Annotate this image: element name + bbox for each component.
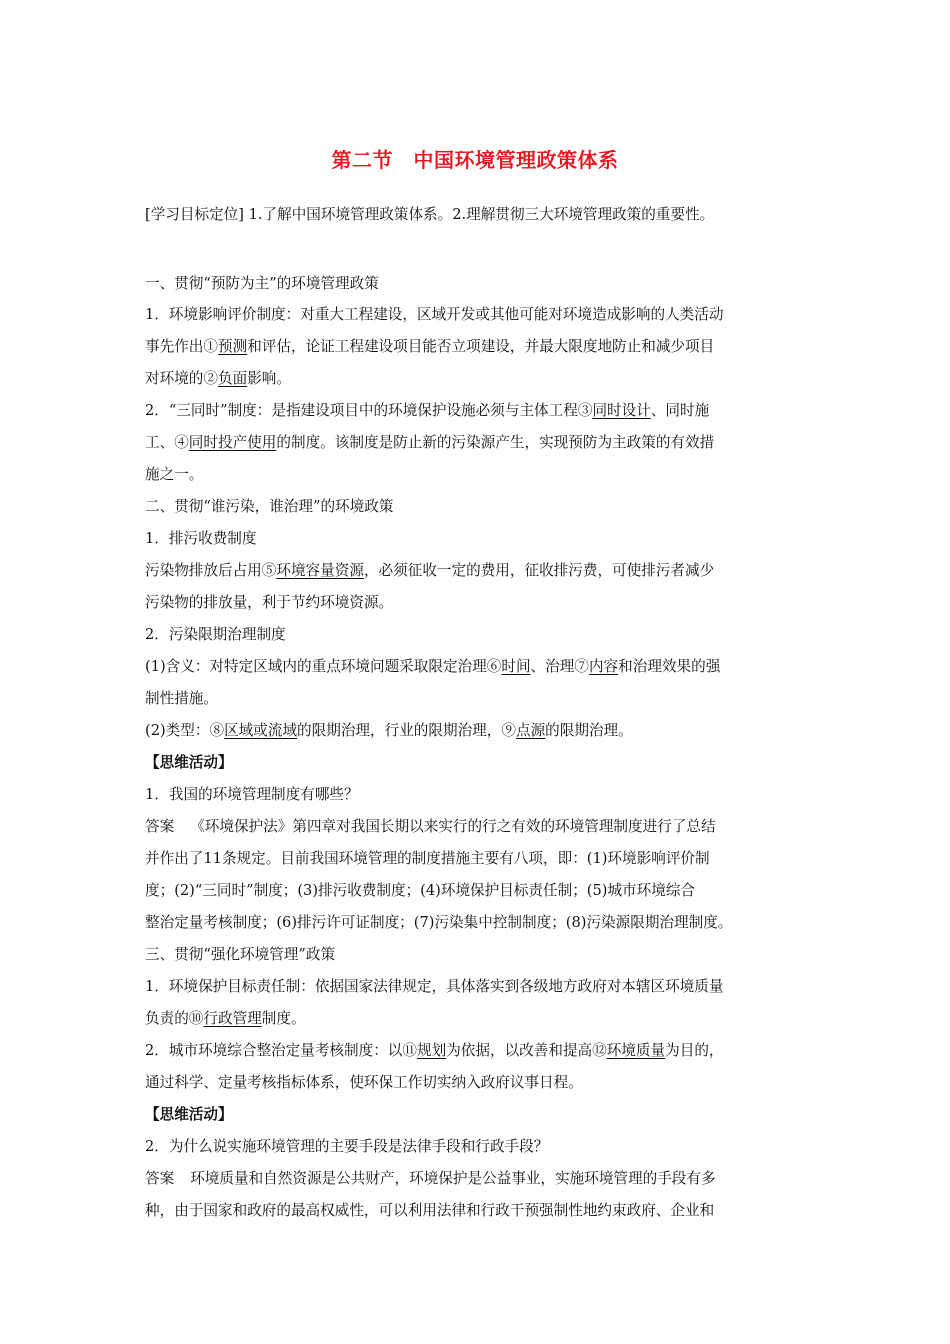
answer-blank: 点源 (515, 722, 546, 739)
text-run: 影响。 (247, 370, 291, 387)
paragraph-line (145, 721, 815, 741)
answer-blank: 规划 (416, 1042, 447, 1059)
answer-line: 并作出了11条规定。目前我国环境管理的制度措施主要有八项，即：(1)环境影响评价制 (145, 850, 710, 867)
text-run: 事先作出① (145, 338, 218, 355)
text-run: 、同时施 (650, 402, 710, 419)
section-2-heading: 二、贯彻“谁污染，谁治理”的环境政策 (145, 498, 394, 515)
thinking-activity-label: 【思维活动】 (145, 754, 233, 771)
text-run: 的制度。该制度是防止新的污染源产生，实现预防为主政策的有效措 (276, 434, 715, 451)
answer-blank: 内容 (588, 658, 619, 675)
paragraph-line (145, 337, 815, 357)
paragraph-line (145, 1009, 815, 1029)
paragraph-line: 1．环境影响评价制度：对重大工程建设，区域开发或其他可能对环境造成影响的人类活动 (145, 306, 724, 323)
paragraph-line (145, 401, 815, 421)
question: 1．我国的环境管理制度有哪些？ (145, 786, 359, 803)
text-run: 制度。 (261, 1010, 306, 1027)
answer-blank: 区域或流域 (224, 722, 298, 739)
paragraph-line: 制性措施。 (145, 690, 218, 707)
paragraph-line: 施之一。 (145, 466, 204, 483)
text-run: 和评估，论证工程建设项目能否立项建设，并最大限度地防止和减少项目 (247, 338, 715, 355)
text-run: 和治理效果的强 (618, 658, 721, 675)
answer-line: 度；(2)“三同时”制度；(3)排污收费制度；(4)环境保护目标责任制；(5)城市环境综合 (145, 882, 696, 899)
text-run: 为目的， (665, 1042, 724, 1059)
text-run: 负责的⑩ (145, 1010, 204, 1027)
answer-blank: 同时投产使用 (188, 434, 277, 451)
answer-blank: 行政管理 (203, 1010, 262, 1027)
text-run: 环境质量和自然资源是公共财产，环境保护是公益事业，实施环境管理的手段有多 (190, 1170, 716, 1187)
paragraph-line (145, 1041, 815, 1061)
answer-blank: 时间 (501, 658, 531, 675)
paragraph-line (145, 561, 815, 581)
text-run: 2．“三同时”制度：是指建设项目中的环境保护设施必须与主体工程③ (145, 402, 593, 419)
paragraph-line (145, 433, 815, 453)
answer-label: 答案 (145, 818, 175, 835)
answer-line (145, 1169, 815, 1189)
paragraph-line: 污染物的排放量，利于节约环境资源。 (145, 594, 394, 611)
answer-label: 答案 (145, 1170, 175, 1187)
text-run: 对环境的② (145, 370, 218, 387)
paragraph-line (145, 369, 815, 389)
question: 2．为什么说实施环境管理的主要手段是法律手段和行政手段？ (145, 1138, 549, 1155)
text-run: 为依据，以改善和提高⑫ (446, 1042, 607, 1059)
text-run: (1)含义：对特定区域内的重点环境问题采取限定治理⑥ (145, 658, 502, 675)
text-run: (2)类型：⑧ (145, 722, 225, 739)
section-3-heading: 三、贯彻“强化环境管理”政策 (145, 946, 336, 963)
answer-blank: 负面 (217, 370, 248, 387)
subheading: 1．排污收费制度 (145, 530, 257, 547)
answer-line (145, 817, 815, 837)
answer-line: 种，由于国家和政府的最高权威性，可以利用法律和行政干预强制性地约束政府、企业和 (145, 1202, 715, 1219)
answer-blank: 环境质量 (606, 1042, 666, 1059)
thinking-activity-label: 【思维活动】 (145, 1106, 233, 1123)
answer-blank: 同时设计 (592, 402, 651, 419)
page-title: 第二节 中国环境管理政策体系 (331, 148, 619, 172)
text-run: ，必须征收一定的费用，征收排污费，可使排污者减少 (363, 562, 715, 579)
text-run: 污染物排放后占用⑤ (145, 562, 277, 579)
text-run: 的限期治理，行业的限期治理，⑨ (297, 722, 516, 739)
text-run: 《环境保护法》第四章对我国长期以来实行的行之有效的环境管理制度进行了总结 (190, 818, 716, 835)
text-run: 2．城市环境综合整治定量考核制度：以⑪ (145, 1042, 417, 1059)
answer-blank: 预测 (217, 338, 248, 355)
paragraph-line: 通过科学、定量考核指标体系，使环保工作切实纳入政府议事日程。 (145, 1074, 583, 1091)
answer-blank: 环境容量资源 (276, 562, 364, 579)
section-1-heading: 一、贯彻“预防为主”的环境管理政策 (145, 275, 379, 292)
text-run: 的限期治理。 (545, 722, 633, 739)
learning-objectives: [学习目标定位] 1.了解中国环境管理政策体系。2.理解贯彻三大环境管理政策的重要性。 (145, 206, 715, 223)
answer-line: 整治定量考核制度；(6)排污许可证制度；(7)污染集中控制制度；(8)污染源限期治理制度。 (145, 914, 733, 931)
text-run: 工、④ (145, 434, 189, 451)
subheading: 2．污染限期治理制度 (145, 626, 286, 643)
text-run: 、治理⑦ (530, 658, 589, 675)
paragraph-line: 1．环境保护目标责任制：依据国家法律规定，具体落实到各级地方政府对本辖区环境质量 (145, 978, 724, 995)
paragraph-line (145, 657, 815, 677)
